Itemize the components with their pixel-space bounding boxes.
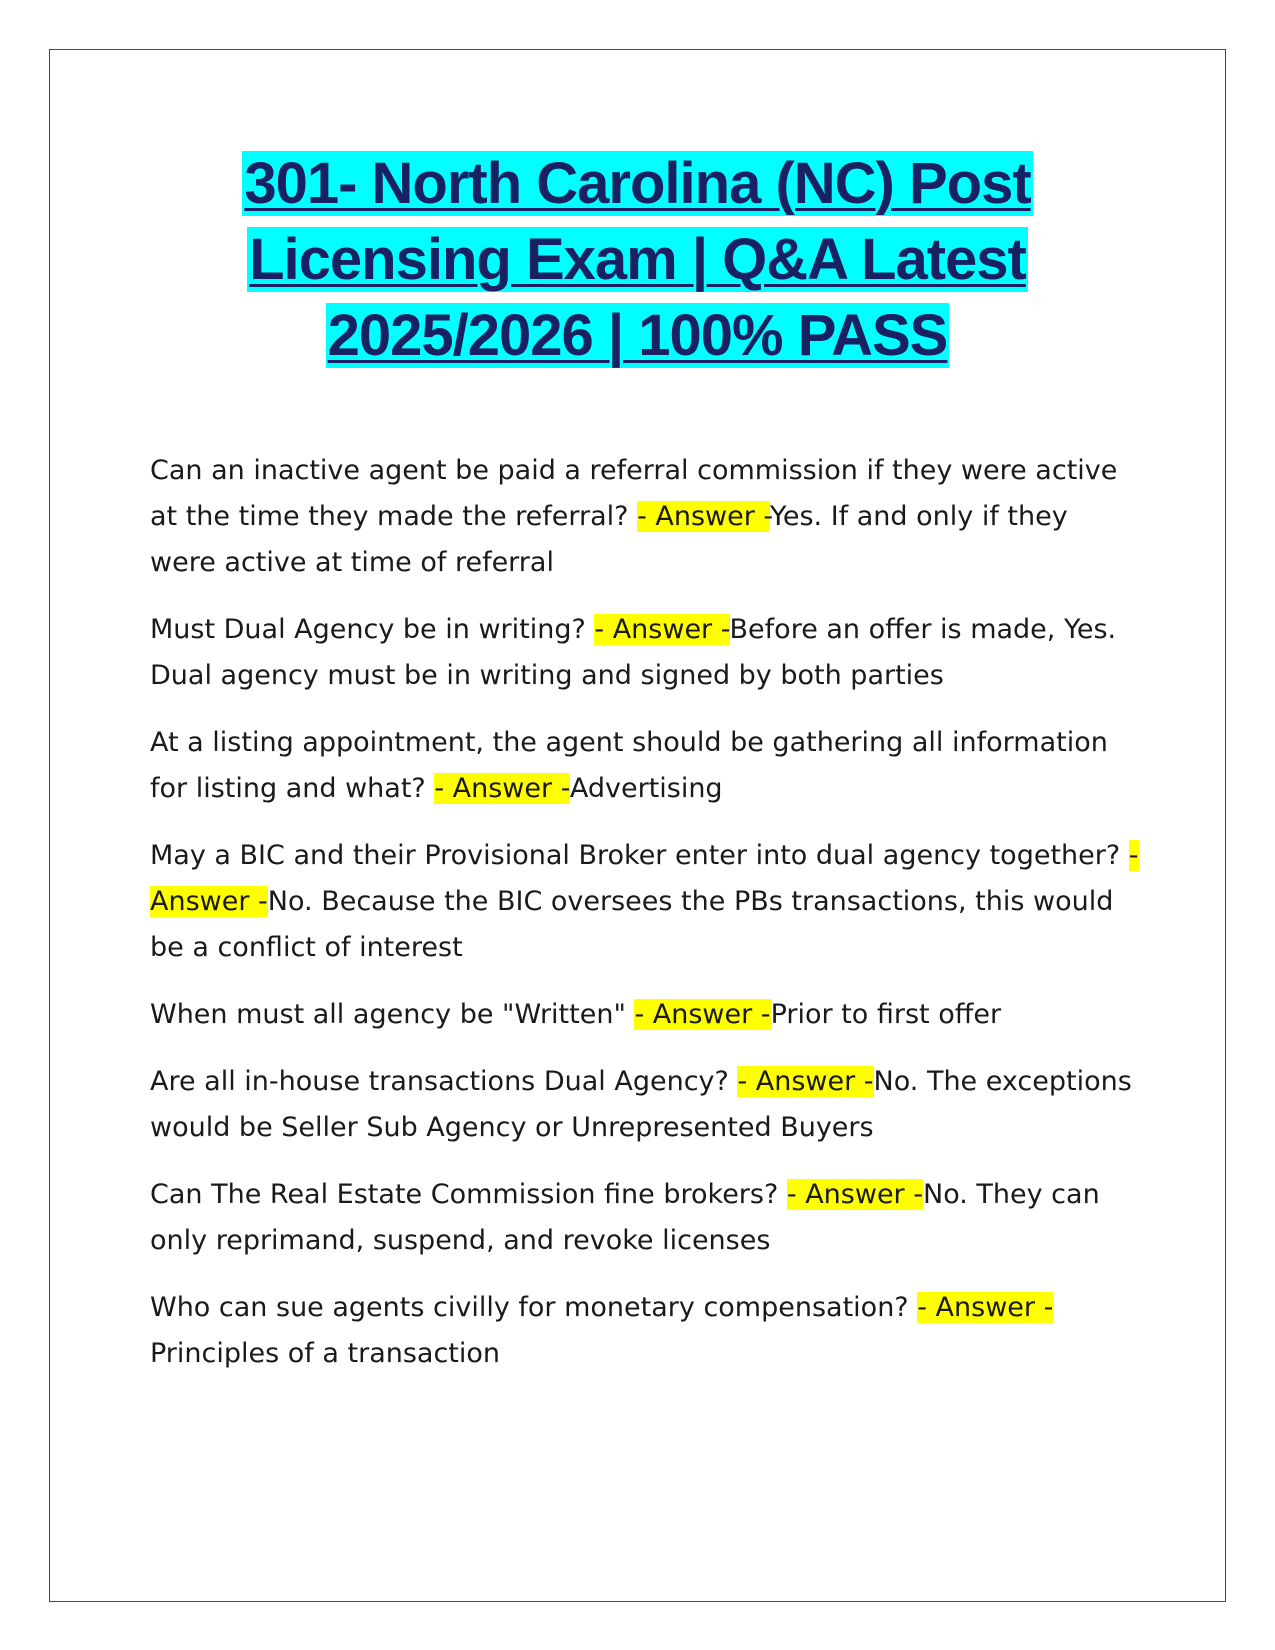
document-title [100, 146, 1175, 374]
qa-item-2 [150, 607, 1140, 699]
question-text: Can an inactive agent be paid a referral commission if they were active at the time they made the referral? [150, 455, 1118, 532]
answer-marker: - Answer - [737, 1066, 874, 1097]
question-text: Must Dual Agency be in writing? [150, 614, 595, 645]
answer-text: Advertising [569, 773, 723, 804]
question-text: When must all agency be "Written" [150, 999, 635, 1030]
qa-item-8 [150, 1285, 1140, 1377]
question-text: May a BIC and their Provisional Broker enter into dual agency together? [150, 840, 1129, 871]
title-line-2: Licensing Exam | Q&A Latest [249, 227, 1026, 292]
qa-item-1 [150, 448, 1140, 586]
answer-text: Prior to first offer [770, 999, 1002, 1030]
answer-marker: - Answer - [434, 773, 570, 804]
answer-text: Before an offer is made, Yes. Dual agency must be in writing and signed by both parties [150, 614, 1117, 691]
question-text: Who can sue agents civilly for monetary compensation? [150, 1292, 918, 1323]
qa-item-6 [150, 1059, 1140, 1151]
qa-item-7 [150, 1172, 1140, 1264]
answer-marker: - Answer - [594, 614, 730, 645]
qa-item-3 [150, 720, 1140, 812]
title-line-1: 301- North Carolina (NC) Post [244, 151, 1031, 216]
question-text: Can The Real Estate Commission fine brokers? [150, 1179, 787, 1210]
question-text: Are all in-house transactions Dual Agency? [150, 1066, 738, 1097]
question-text: At a listing appointment, the agent should be gathering all information for listing and what? [150, 727, 1108, 804]
qa-item-5 [150, 992, 1140, 1038]
answer-text: Yes. If and only if they were active at time of referral [150, 501, 1068, 578]
answer-marker: - Answer - [634, 999, 771, 1030]
title-line-3: 2025/2026 | 100% PASS [327, 303, 948, 368]
qa-item-4 [150, 833, 1140, 971]
qa-list [150, 448, 1140, 1398]
answer-text: Principles of a transaction [150, 1338, 501, 1369]
answer-marker: - Answer - [917, 1292, 1054, 1323]
answer-marker: - Answer - [786, 1179, 923, 1210]
answer-marker: - Answer - [150, 840, 1139, 917]
answer-text: No. The exceptions would be Seller Sub Agency or Unrepresented Buyers [150, 1066, 1132, 1143]
answer-marker: - Answer - [637, 501, 770, 532]
answer-text: No. Because the BIC oversees the PBs transactions, this would be a conflict of interest [150, 886, 1114, 963]
answer-text: No. They can only reprimand, suspend, and revoke licenses [150, 1179, 1100, 1256]
